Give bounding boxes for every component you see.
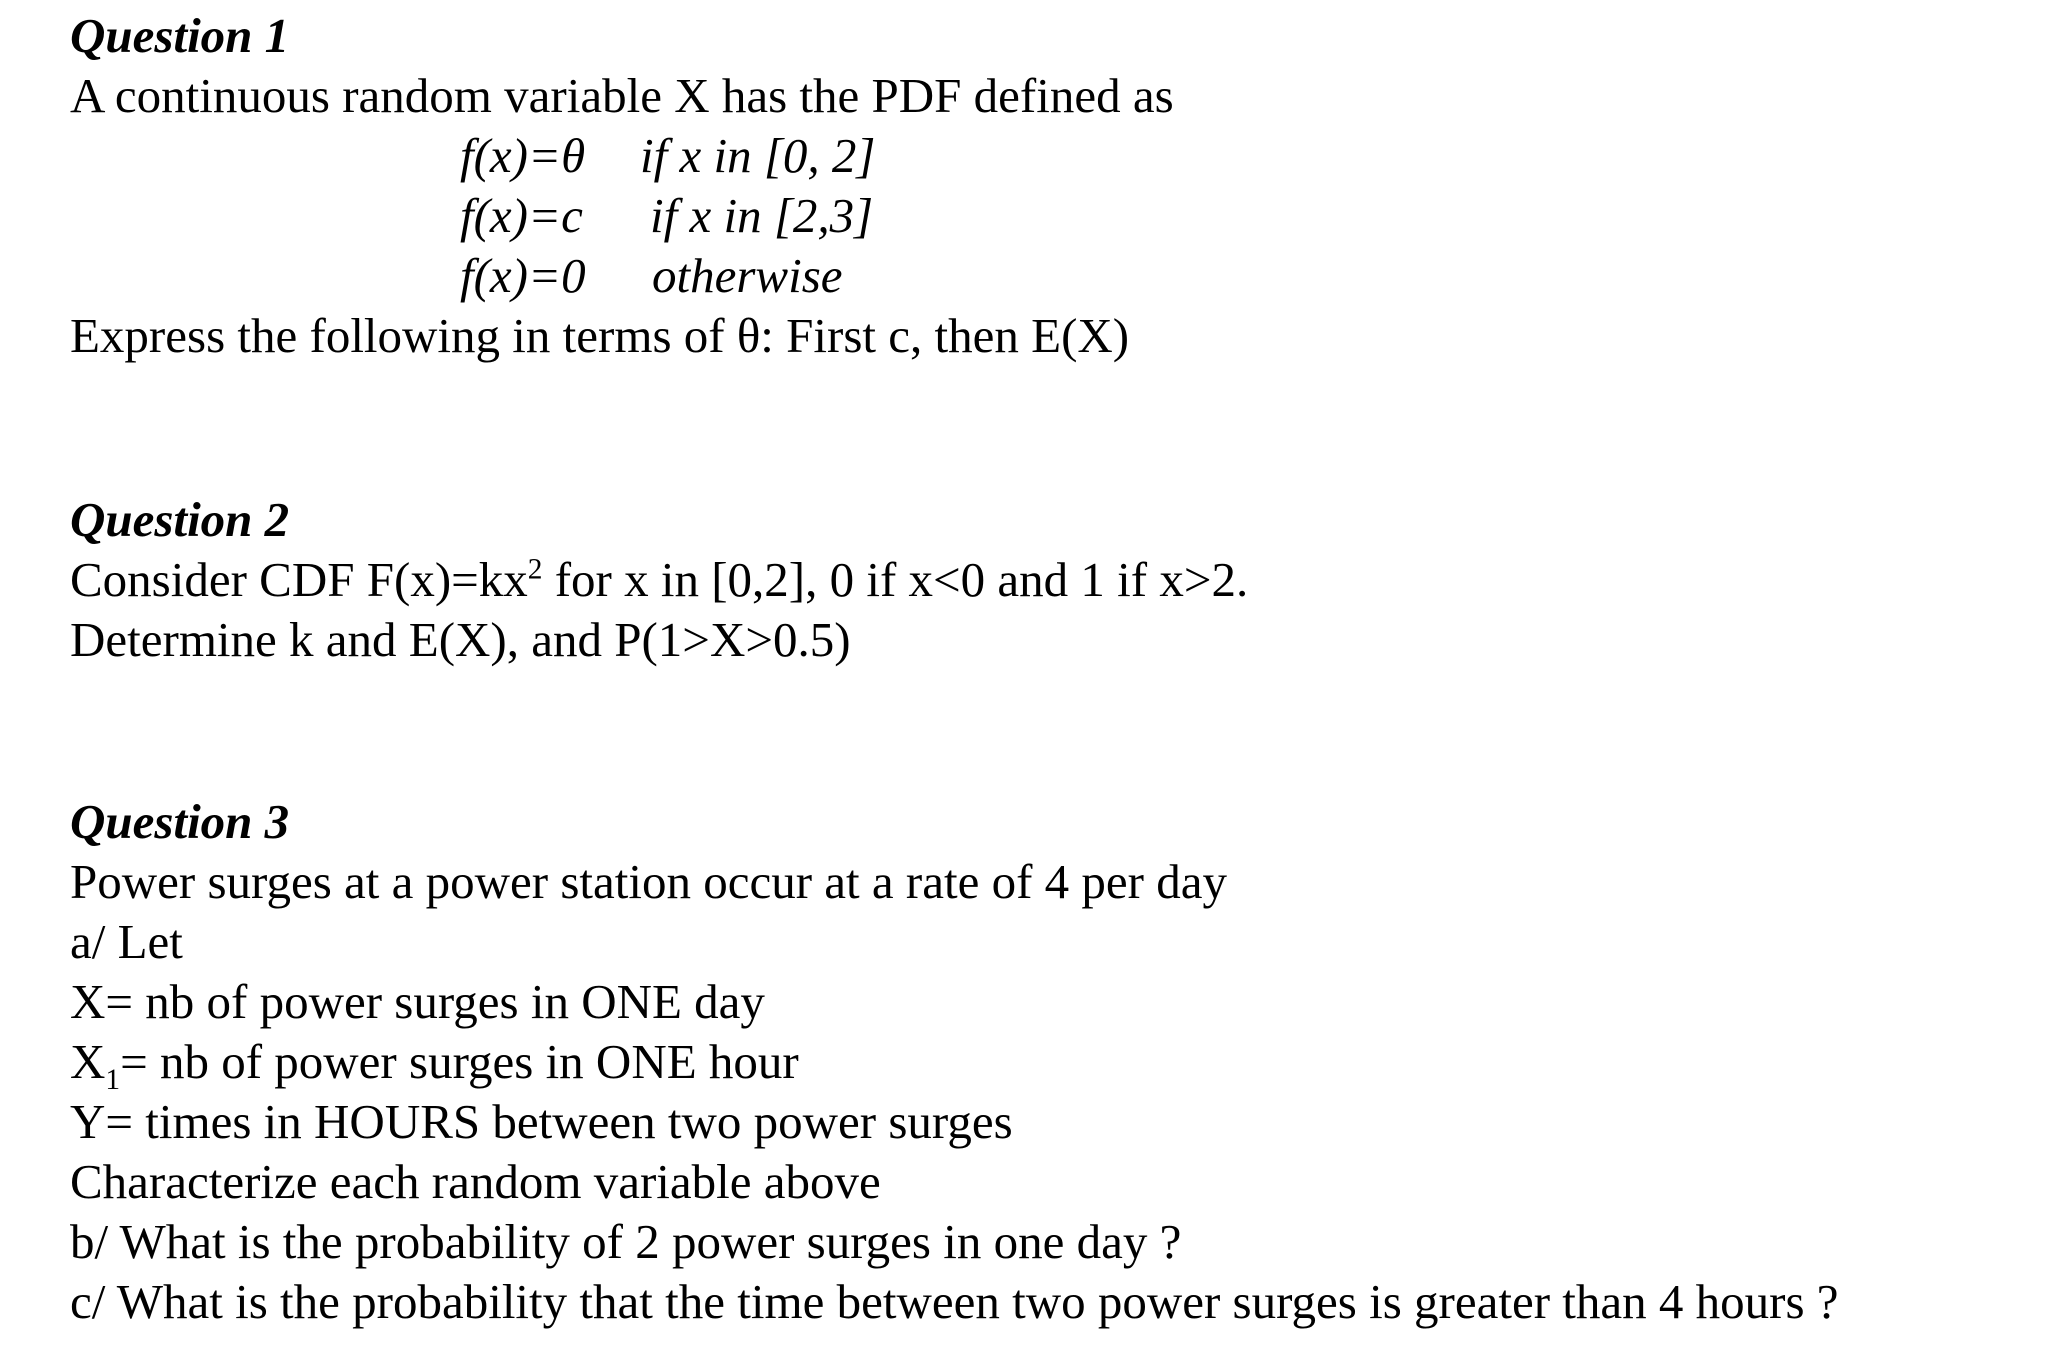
q3-x1-a: X — [70, 1034, 106, 1089]
q3-part-c: c/ What is the probability that the time between two power surges is greater than 4 hours ? — [70, 1274, 1839, 1329]
q2-line1-sup: 2 — [527, 553, 543, 586]
q1-pdf-expr-2: f(x)=c — [460, 188, 583, 243]
q1-intro: A continuous random variable X has the PDF defined as — [70, 68, 1174, 123]
q3-x-def: X= nb of power surges in ONE day — [70, 974, 765, 1029]
q3-x1-b: = nb of power surges in ONE hour — [120, 1034, 799, 1089]
q2-line2: Determine k and E(X), and P(1>X>0.5) — [70, 612, 851, 667]
q1-heading: Question 1 — [70, 8, 290, 63]
q3-x1-def — [70, 1032, 799, 1096]
q2-line1-a: Consider CDF F(x)=kx — [70, 552, 528, 607]
q3-heading: Question 3 — [70, 794, 290, 849]
q1-pdf-cond-1: if x in [0, 2] — [640, 128, 876, 183]
q3-part-b: b/ What is the probability of 2 power surges in one day ? — [70, 1214, 1182, 1269]
q3-intro: Power surges at a power station occur at a rate of 4 per day — [70, 854, 1227, 909]
q3-characterize: Characterize each random variable above — [70, 1154, 881, 1209]
q3-y-def: Y= times in HOURS between two power surges — [70, 1094, 1013, 1149]
q1-pdf-cond-3: otherwise — [652, 248, 843, 303]
q1-pdf-expr-3: f(x)=0 — [460, 248, 586, 303]
q2-line1-b: for x in [0,2], 0 if x<0 and 1 if x>2. — [542, 552, 1249, 607]
q2-heading: Question 2 — [70, 492, 290, 547]
q3-part-a: a/ Let — [70, 914, 183, 969]
q1-task: Express the following in terms of θ: First c, then E(X) — [70, 308, 1130, 363]
q3-x1-sub: 1 — [105, 1063, 121, 1096]
q2-line1 — [70, 550, 1248, 610]
q1-pdf-cond-2: if x in [2,3] — [650, 188, 874, 243]
q1-pdf-expr-1: f(x)=θ — [460, 128, 586, 183]
